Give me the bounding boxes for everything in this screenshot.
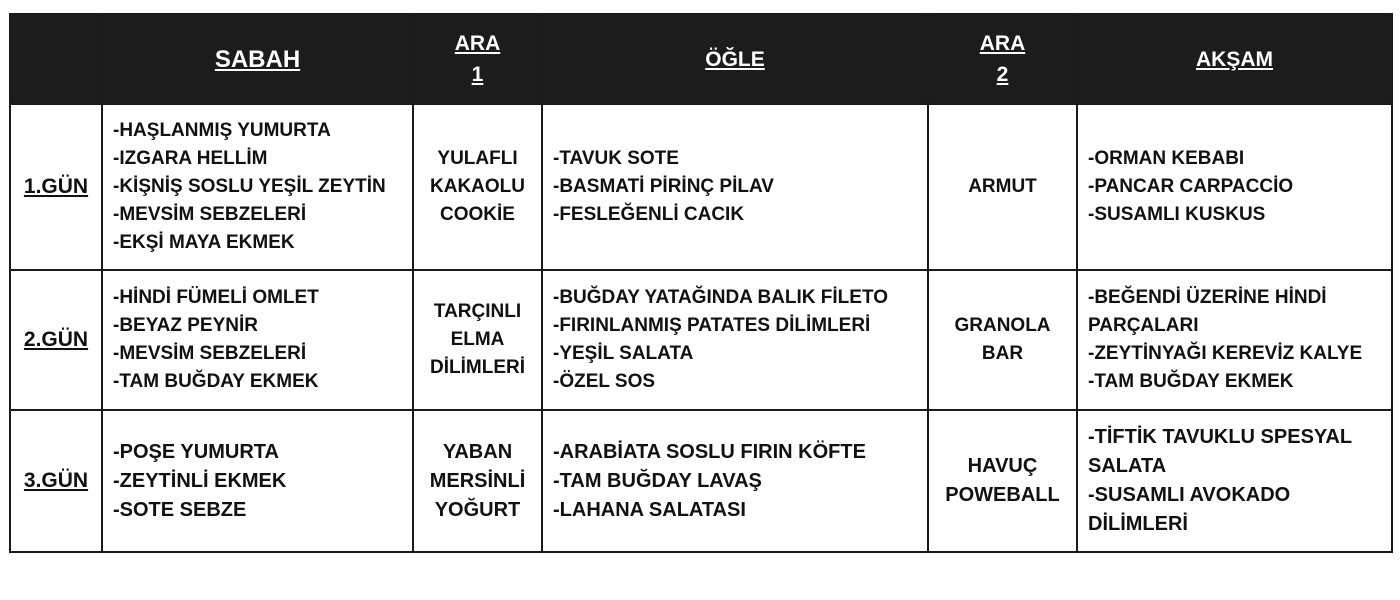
ara-1-cell xyxy=(413,270,542,410)
list-item: -IZGARA HELLİM xyxy=(113,148,268,169)
snack-line: ELMA xyxy=(450,329,505,350)
aksam-cell xyxy=(1077,410,1392,552)
snack-line: POWEBALL xyxy=(945,484,1060,506)
sabah-cell xyxy=(102,270,413,410)
snack-line: DİLİMLERİ xyxy=(430,357,525,378)
header-ara-2-line-2: 2 xyxy=(996,63,1009,86)
snack-line: KAKAOLU xyxy=(430,176,525,197)
list-item: -ZEYTİNYAĞI KEREVİZ KALYE xyxy=(1088,343,1363,364)
list-item: -TİFTİK TAVUKLU SPESYAL SALATA xyxy=(1088,426,1352,477)
snack-line: YABAN xyxy=(442,440,513,463)
list-item: -PANCAR CARPACCİO xyxy=(1088,176,1294,197)
ara-2-cell xyxy=(928,270,1077,410)
header-sabah: SABAH xyxy=(102,14,413,104)
list-item: -HAŞLANMIŞ YUMURTA xyxy=(113,120,331,141)
table-header xyxy=(10,14,1392,104)
ogle-cell xyxy=(542,410,928,552)
snack-line: TARÇINLI xyxy=(433,301,522,322)
table-body xyxy=(10,104,1392,552)
meal-plan-table xyxy=(9,13,1393,553)
list-item: -BASMATİ PİRİNÇ PİLAV xyxy=(553,176,774,197)
ara-2-cell xyxy=(928,410,1077,552)
ara-2-cell xyxy=(928,104,1077,270)
header-ara-1 xyxy=(413,14,542,104)
list-item: -TAVUK SOTE xyxy=(553,148,679,169)
snack-line: BAR xyxy=(981,343,1024,364)
snack-line: HAVUÇ xyxy=(967,455,1038,477)
day-label: 2.GÜN xyxy=(10,270,102,410)
header-ara-2-line-1: ARA xyxy=(979,32,1026,55)
list-item: -ORMAN KEBABI xyxy=(1088,148,1245,169)
list-item: -BEYAZ PEYNİR xyxy=(113,315,258,336)
list-item: -FIRINLANMIŞ PATATES DİLİMLERİ xyxy=(553,315,871,336)
header-row xyxy=(10,14,1392,104)
list-item: -YEŞİL SALATA xyxy=(553,343,694,364)
table-row xyxy=(10,270,1392,410)
ogle-cell xyxy=(542,104,928,270)
snack-line: COOKİE xyxy=(440,204,515,225)
aksam-cell xyxy=(1077,104,1392,270)
list-item: -ZEYTİNLİ EKMEK xyxy=(113,469,287,492)
sabah-cell xyxy=(102,104,413,270)
list-item: -BEĞENDİ ÜZERİNE HİNDİ PARÇALARI xyxy=(1088,287,1327,336)
day-label: 3.GÜN xyxy=(10,410,102,552)
list-item: -HİNDİ FÜMELİ OMLET xyxy=(113,287,319,308)
list-item: -BUĞDAY YATAĞINDA BALIK FİLETO xyxy=(553,287,888,308)
header-ara-1-line-2: 1 xyxy=(471,63,484,86)
snack-line: MERSİNLİ xyxy=(429,469,526,492)
list-item: -ÖZEL SOS xyxy=(553,371,656,392)
header-ogle: ÖĞLE xyxy=(542,14,928,104)
list-item: -KİŞNİŞ SOSLU YEŞİL ZEYTİN xyxy=(113,176,386,197)
sabah-cell xyxy=(102,410,413,552)
list-item: -ARABİATA SOSLU FIRIN KÖFTE xyxy=(553,440,866,463)
list-item: -POŞE YUMURTA xyxy=(113,440,279,463)
snack-line: ARMUT xyxy=(968,176,1037,197)
table-row xyxy=(10,410,1392,552)
header-ara-1-line-1: ARA xyxy=(454,32,501,55)
ara-1-cell xyxy=(413,410,542,552)
list-item: -TAM BUĞDAY LAVAŞ xyxy=(553,469,762,492)
table-row xyxy=(10,104,1392,270)
list-item: -TAM BUĞDAY EKMEK xyxy=(1088,371,1294,392)
snack-line: YULAFLI xyxy=(437,148,518,169)
list-item: -SUSAMLI AVOKADO DİLİMLERİ xyxy=(1088,484,1291,535)
list-item: -TAM BUĞDAY EKMEK xyxy=(113,371,319,392)
list-item: -MEVSİM SEBZELERİ xyxy=(113,343,307,364)
list-item: -SUSAMLI KUSKUS xyxy=(1088,204,1266,225)
snack-line: GRANOLA xyxy=(954,315,1051,336)
list-item: -EKŞİ MAYA EKMEK xyxy=(113,232,295,253)
list-item: -FESLEĞENLİ CACIK xyxy=(553,204,745,225)
list-item: -LAHANA SALATASI xyxy=(553,498,746,521)
list-item: -SOTE SEBZE xyxy=(113,498,247,521)
header-corner xyxy=(10,14,102,104)
ogle-cell xyxy=(542,270,928,410)
list-item: -MEVSİM SEBZELERİ xyxy=(113,204,307,225)
ara-1-cell xyxy=(413,104,542,270)
header-ara-2 xyxy=(928,14,1077,104)
header-aksam: AKŞAM xyxy=(1077,14,1392,104)
day-label: 1.GÜN xyxy=(10,104,102,270)
aksam-cell xyxy=(1077,270,1392,410)
snack-line: YOĞURT xyxy=(434,498,521,521)
